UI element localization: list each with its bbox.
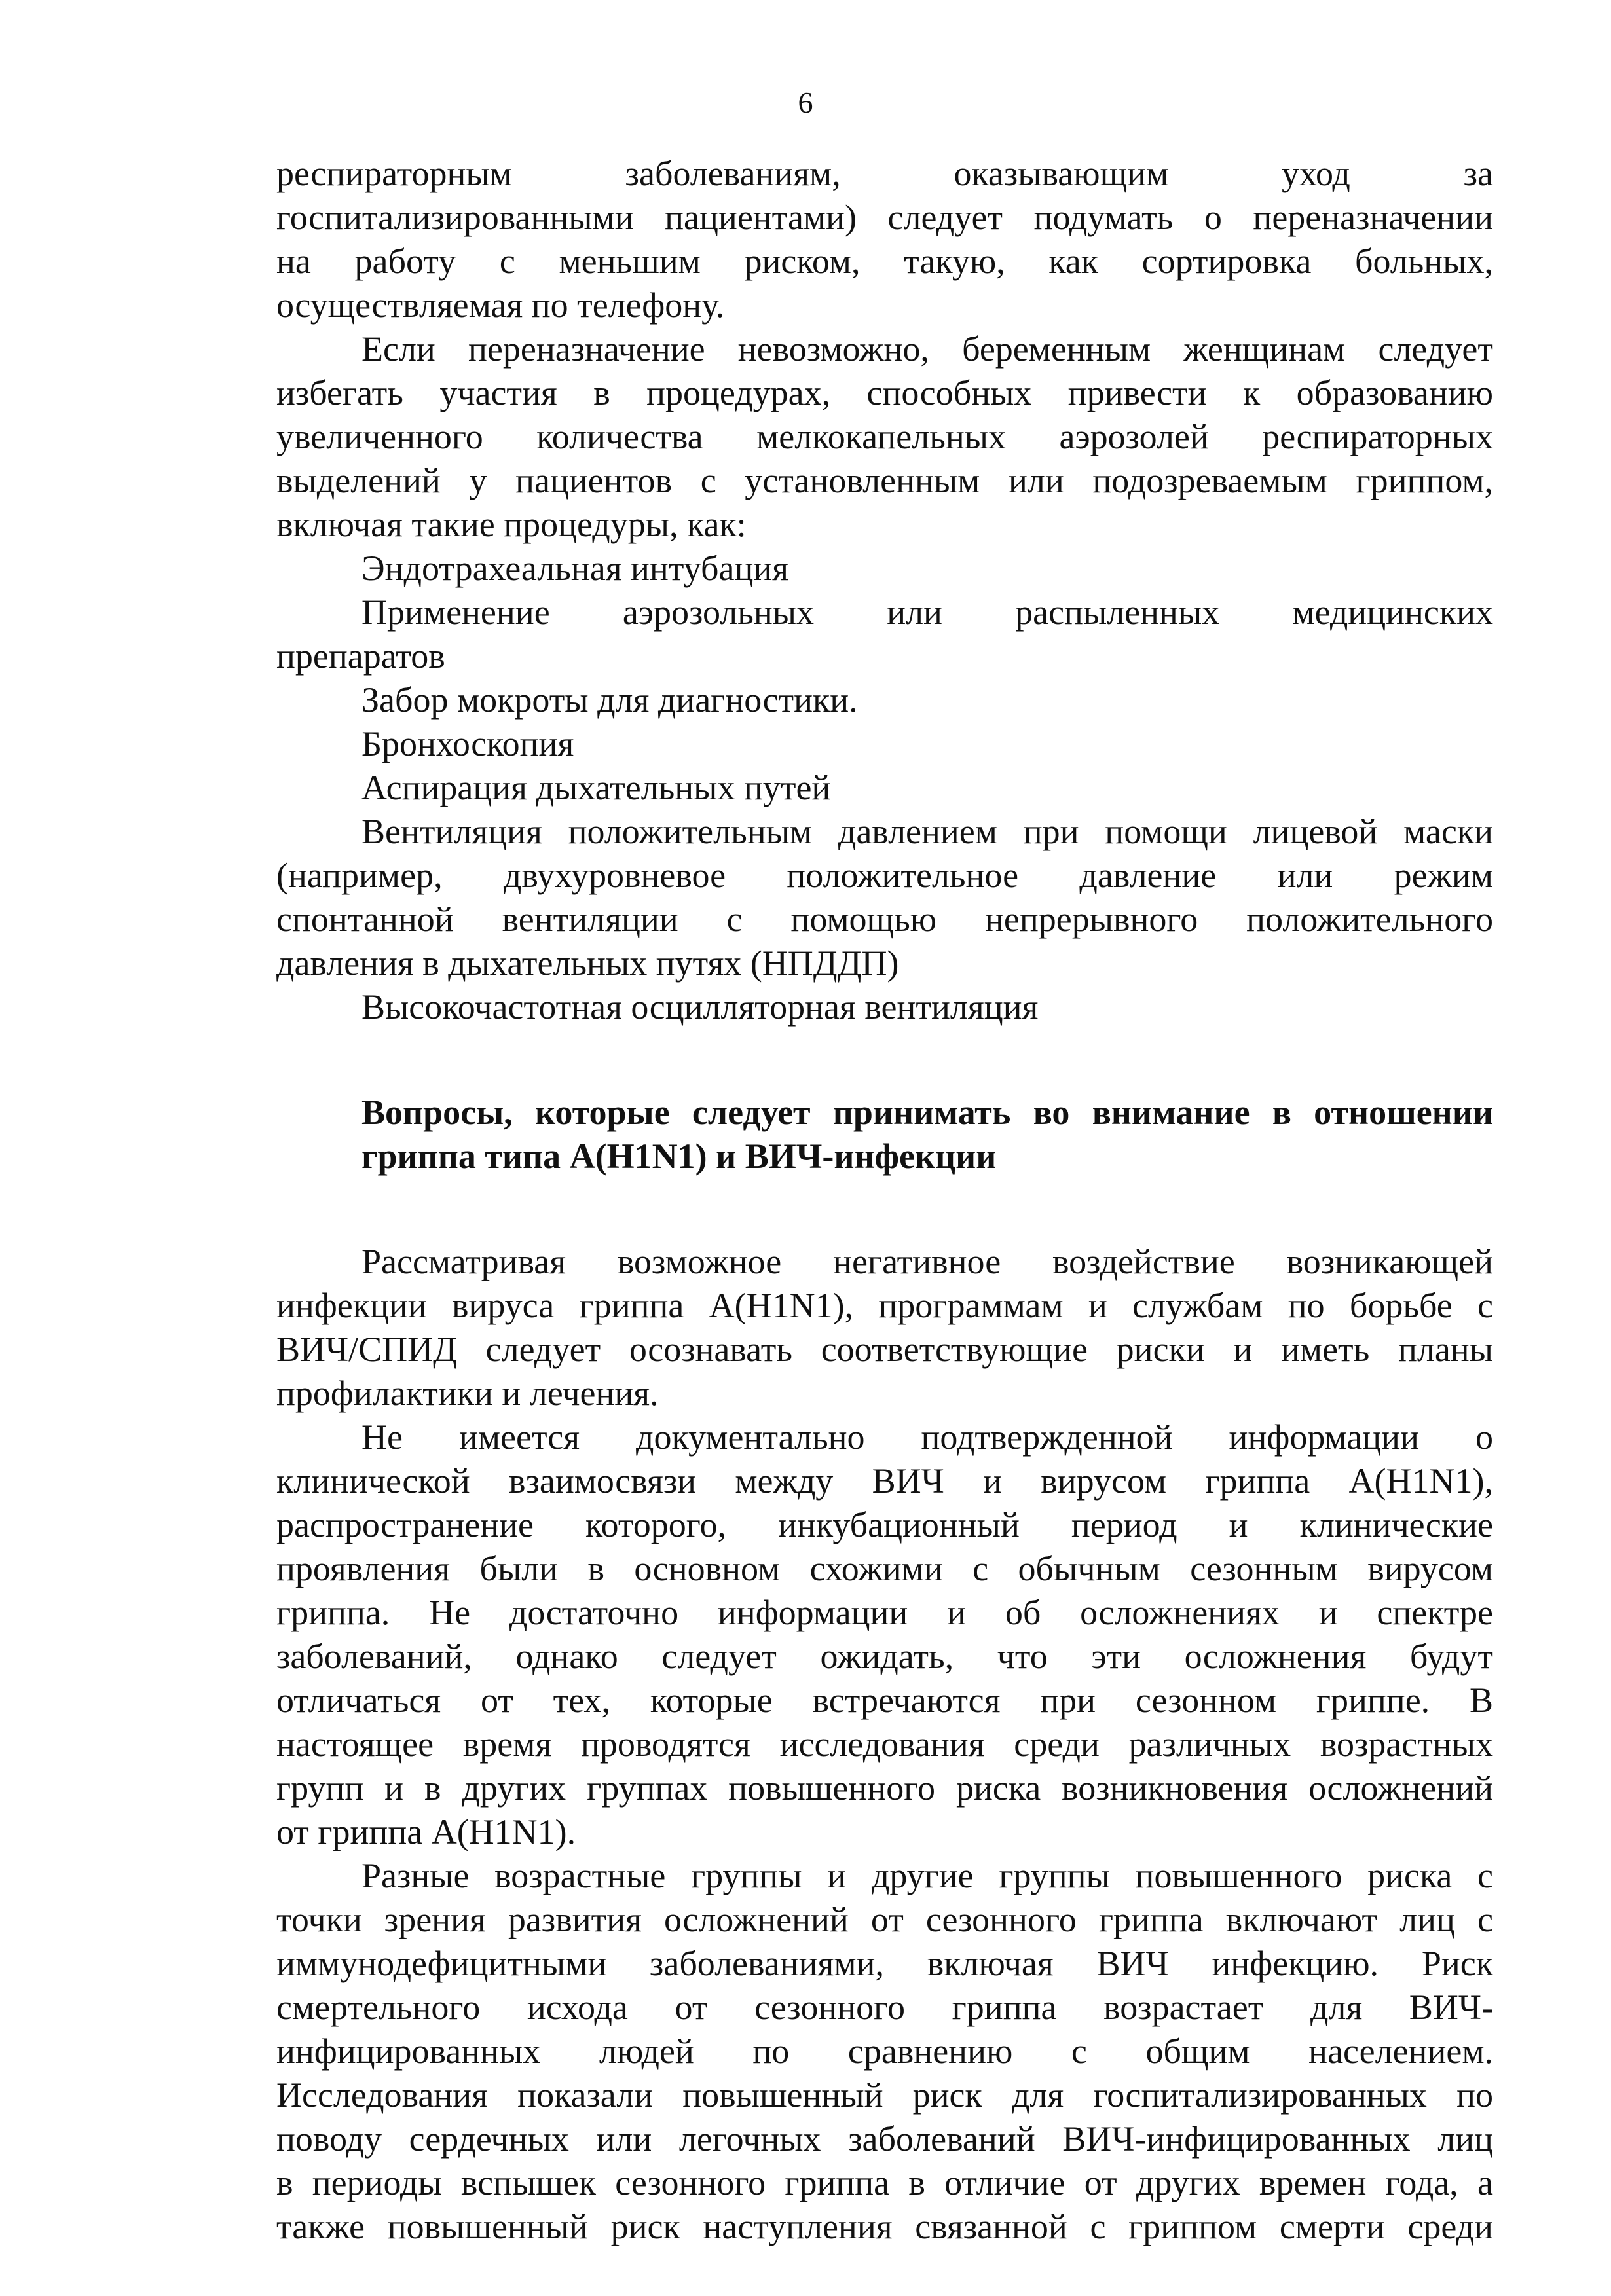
text-line: инфицированных людей по сравнению с общим населением.	[276, 2032, 1493, 2071]
text-line: ВИЧ/СПИД следует осознавать соответствующие риски и иметь планы	[276, 1330, 1493, 1369]
text-line: в периоды вспышек сезонного гриппа в отличие от других времен года, а	[276, 2163, 1493, 2202]
text-line: смертельного исхода от сезонного гриппа возрастает для ВИЧ-	[276, 1988, 1493, 2027]
procedures-list	[276, 547, 1493, 1029]
text-line: включая такие процедуры, как:	[276, 505, 747, 544]
list-item-continuation: (например, двухуровневое положительное давление или режим	[276, 856, 1493, 895]
text-line: осуществляемая по телефону.	[276, 285, 725, 325]
text-line: госпитализированными пациентами) следует подумать о переназначении	[276, 198, 1493, 237]
list-item-continuation: препаратов	[276, 636, 445, 676]
list-item-continuation: давления в дыхательных путях (НПДДП)	[276, 943, 899, 983]
text-line: Не имеется документально подтвержденной информации о	[361, 1417, 1493, 1457]
text-line: избегать участия в процедурах, способных привести к образованию	[276, 373, 1493, 412]
text-line: на работу с меньшим риском, такую, как сортировка больных,	[276, 242, 1493, 281]
document-body	[276, 152, 1493, 2249]
text-line: иммунодефицитными заболеваниями, включая ВИЧ инфекцию. Риск	[276, 1944, 1493, 1983]
text-line: Исследования показали повышенный риск для госпитализированных по	[276, 2075, 1493, 2115]
text-line: также повышенный риск наступления связанной с гриппом смерти среди	[276, 2207, 1493, 2246]
text-line: увеличенного количества мелкокапельных аэрозолей респираторных	[276, 417, 1493, 456]
text-line: проявления были в основном схожими с обычным сезонным вирусом	[276, 1549, 1493, 1588]
text-line: клинической взаимосвязи между ВИЧ и вирусом гриппа A(H1N1),	[276, 1461, 1493, 1501]
text-line: от гриппа A(H1N1).	[276, 1812, 576, 1851]
heading-line: Вопросы, которые следует принимать во внимание в отношении	[361, 1093, 1493, 1132]
paragraph-intro	[276, 152, 1493, 327]
text-line: Если переназначение невозможно, беременным женщинам следует	[361, 329, 1493, 369]
text-line: отличаться от тех, которые встречаются при сезонном гриппе. В	[276, 1681, 1493, 1720]
paragraph-2	[276, 1415, 1493, 1854]
list-item: Бронхоскопия	[361, 724, 574, 763]
text-line: гриппа. Не достаточно информации и об осложнениях и спектре	[276, 1593, 1493, 1632]
text-line: профилактики и лечения.	[276, 1374, 659, 1413]
text-line: настоящее время проводятся исследования среди различных возрастных	[276, 1724, 1493, 1764]
text-line: респираторным заболеваниям, оказывающим уход за	[276, 154, 1493, 193]
text-line: Рассматривая возможное негативное воздействие возникающей	[361, 1242, 1493, 1281]
section-heading	[276, 1091, 1493, 1178]
paragraph-1	[276, 1240, 1493, 1415]
list-item-continuation: спонтанной вентиляции с помощью непрерывного положительного	[276, 900, 1493, 939]
paragraph-3	[276, 1854, 1493, 2249]
list-item: Забор мокроты для диагностики.	[361, 680, 858, 720]
text-line: точки зрения развития осложнений от сезонного гриппа включают лиц с	[276, 1900, 1493, 1939]
page-number: 6	[798, 86, 813, 119]
text-line: Разные возрастные группы и другие группы повышенного риска с	[361, 1856, 1493, 1895]
text-line: инфекции вируса гриппа A(H1N1), программам и службам по борьбе с	[276, 1286, 1493, 1325]
text-line: выделений у пациентов с установленным или подозреваемым гриппом,	[276, 461, 1493, 500]
list-item: Эндотрахеальная интубация	[361, 549, 789, 588]
text-line: групп и в других группах повышенного риска возникновения осложнений	[276, 1768, 1493, 1808]
list-item: Вентиляция положительным давлением при помощи лицевой маски	[361, 812, 1493, 851]
list-item: Аспирация дыхательных путей	[361, 768, 831, 807]
paragraph-reassign	[276, 327, 1493, 547]
list-item: Применение аэрозольных или распыленных медицинских	[361, 592, 1493, 632]
text-line: распространение которого, инкубационный период и клинические	[276, 1505, 1493, 1544]
list-item: Высокочастотная осцилляторная вентиляция	[361, 987, 1039, 1027]
text-line: заболеваний, однако следует ожидать, что эти осложнения будут	[276, 1637, 1493, 1676]
heading-line: гриппа типа A(H1N1) и ВИЧ-инфекции	[361, 1137, 997, 1176]
text-line: поводу сердечных или легочных заболеваний ВИЧ-инфицированных лиц	[276, 2119, 1493, 2159]
